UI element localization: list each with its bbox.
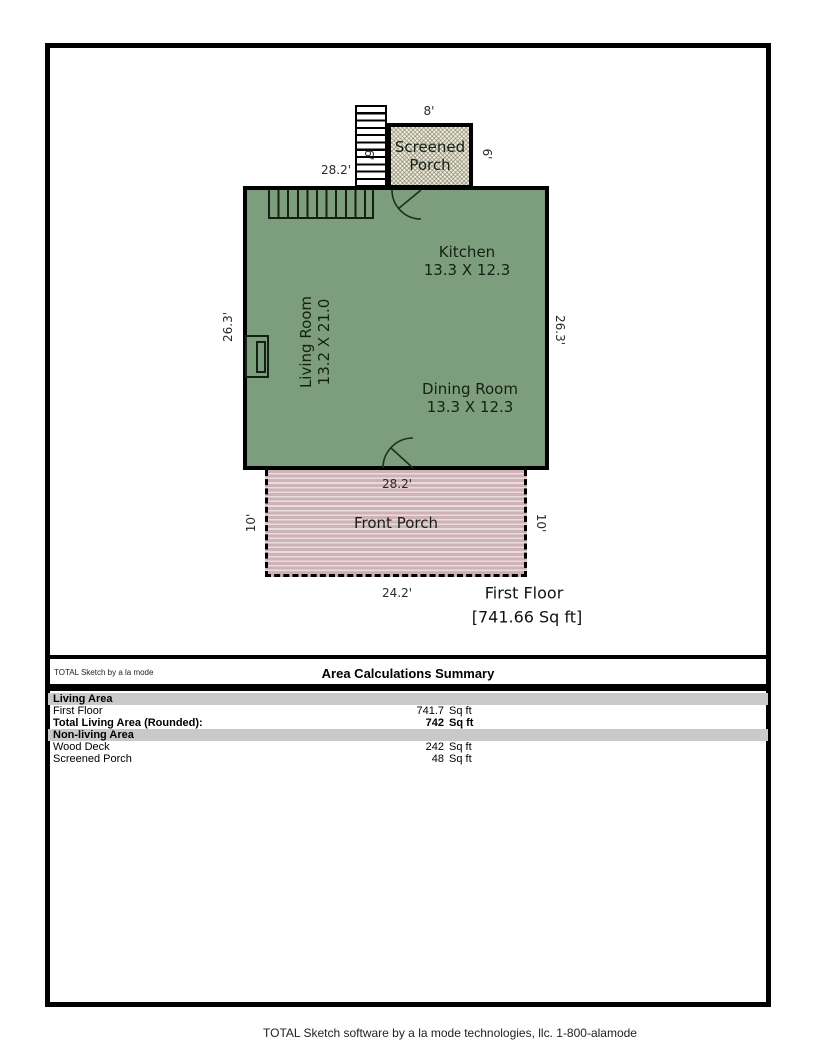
row-unit: Sq ft (449, 705, 472, 717)
front-porch-top-dim-label: 28.2' (381, 477, 413, 491)
fireplace-firebox (256, 341, 266, 373)
main-top-dim-label: 28.2' (320, 163, 352, 177)
living-area-section-header: Living Area (48, 693, 768, 705)
row-value: 742 (425, 717, 444, 729)
table-row (48, 741, 768, 753)
floor-area: [741.66 Sq ft] (471, 607, 583, 627)
summary-top-rule (45, 655, 771, 659)
front-porch-left-dim-label: 10' (244, 513, 258, 533)
screened-porch-width-label: 8' (423, 104, 435, 118)
footer-caption: TOTAL Sketch software by a la mode technologies, llc. 1-800-alamode (263, 1026, 637, 1040)
row-unit: Sq ft (449, 741, 472, 753)
main-right-dim-label: 26.3' (553, 314, 567, 346)
row-label: First Floor (53, 705, 103, 717)
deck-stairs-height-label: 6' (362, 149, 376, 161)
floor-title: First Floor (484, 583, 564, 603)
row-value: 242 (425, 741, 444, 753)
deck-stairs (355, 105, 387, 187)
interior-stairs (268, 190, 374, 219)
main-left-dim-label: 26.3' (221, 311, 235, 343)
row-label: Wood Deck (53, 741, 110, 753)
kitchen-label: Kitchen 13.3 X 12.3 (423, 243, 511, 279)
table-row (48, 705, 768, 717)
summary-title: Area Calculations Summary (321, 666, 495, 681)
row-value: 741.7 (416, 705, 444, 717)
living-room-label: Living Room 13.2 X 21.0 (297, 295, 333, 389)
summary-header-rule (45, 684, 771, 691)
front-porch-right-dim-label: 10' (534, 513, 548, 533)
row-unit: Sq ft (449, 753, 472, 765)
front-porch-bottom-dim-label: 24.2' (381, 586, 413, 600)
brand-text: TOTAL Sketch by a la mode (54, 668, 154, 677)
front-porch-label: Front Porch (354, 514, 438, 532)
row-label: Total Living Area (Rounded): (53, 717, 203, 729)
row-value: 48 (431, 753, 444, 765)
screened-porch-label: Screened Porch (394, 138, 466, 174)
screened-porch-height-label: 6' (480, 148, 494, 160)
dining-room-label: Dining Room 13.3 X 12.3 (422, 380, 518, 416)
row-unit: Sq ft (449, 717, 474, 729)
table-row-total (48, 717, 768, 729)
table-row (48, 753, 768, 765)
row-label: Screened Porch (53, 753, 132, 765)
first-floor-outline (243, 186, 549, 470)
nonliving-area-section-header: Non-living Area (48, 729, 768, 741)
